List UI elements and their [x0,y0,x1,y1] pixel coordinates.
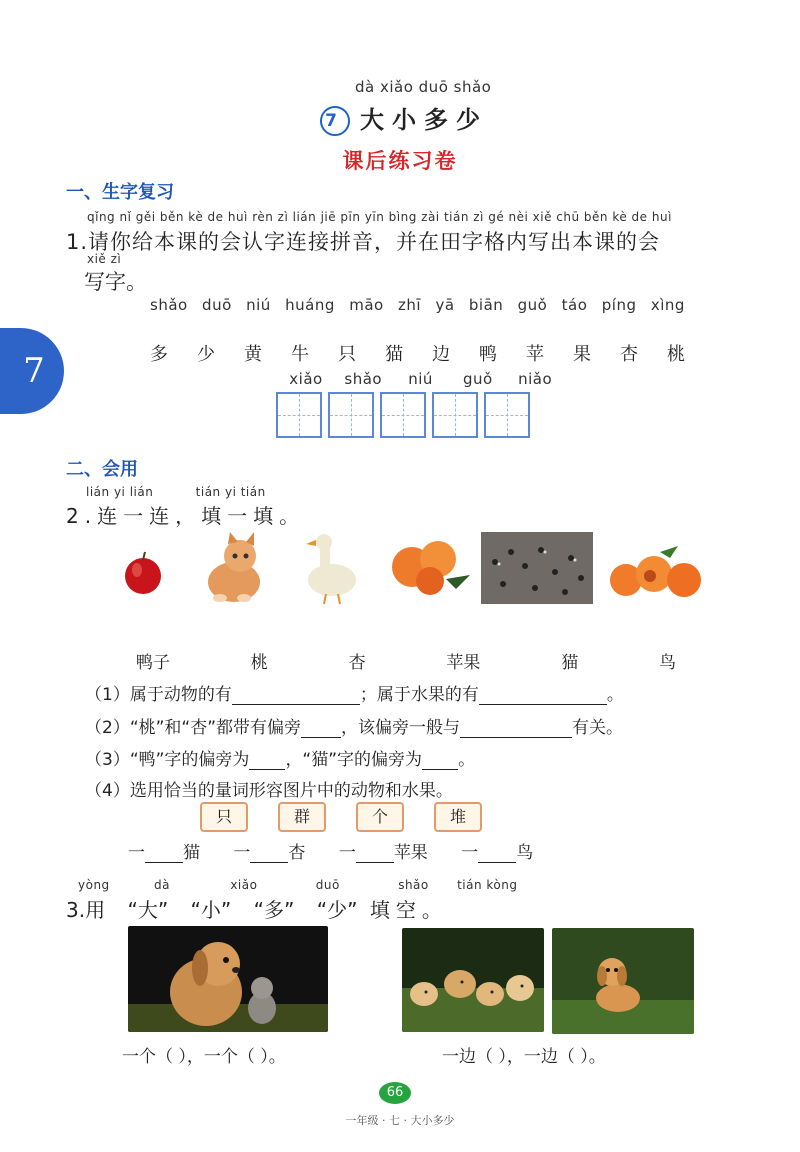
q3-left-fill[interactable]: 一个（ ），一个（ ）。 [122,1047,286,1067]
peaches-image [384,535,474,595]
q3-pinyin-item: duō [315,878,340,892]
birds-image [481,532,593,604]
label-duck[interactable]: 鸭子 [136,653,170,673]
measure-word-zhi[interactable]: 只 [200,802,248,832]
label-apricot[interactable]: 杏 [348,653,366,673]
cat-radical-blank[interactable] [422,769,458,770]
pinyin-option[interactable]: niú [246,296,271,314]
fill-noun: 猫 [183,843,200,863]
pinyin-option[interactable]: shǎo [150,296,188,314]
q2-sub4: （4）选用恰当的量词形容图片中的动物和水果。 [85,781,453,801]
q3-pinyin-item: yòng [78,878,110,892]
fill-noun: 鸟 [516,843,534,863]
pinyin-option[interactable]: māo [349,296,384,314]
q2-sub3 [85,745,475,770]
footer-caption: 一年级 · 七 · 大小多少 [345,1114,455,1127]
pinyin-option[interactable]: yā [435,296,455,314]
tianzige-box[interactable] [276,392,322,438]
tianzige-row [276,392,546,442]
tianzige-box[interactable] [432,392,478,438]
fill-prefix: 一 [128,843,145,863]
q3-char: “少” [316,898,358,922]
write-pinyin: xiǎo [289,370,323,388]
q2-labels-row [136,648,676,673]
label-apple[interactable]: 苹果 [446,653,481,673]
fill-prefix: 一 [233,843,251,863]
title-pinyin: dà xiǎo duō shǎo [355,78,492,96]
q3-char: 用 [85,898,106,922]
measure-blank[interactable] [356,862,394,863]
radical-blank[interactable] [301,737,341,738]
q1-pinyin-line2: xiě zì [87,252,122,266]
page-number: 66 [379,1082,411,1104]
section-heading-review: 一、生字复习 [66,182,174,203]
q2-pinyin-b: tián yi tián [195,485,266,499]
sub1-text-a: （1）属于动物的有 [85,685,232,705]
measure-word-dui[interactable]: 堆 [434,802,482,832]
measure-blank[interactable] [145,862,183,863]
tianzige-box[interactable] [380,392,426,438]
character-option[interactable]: 黄 [244,344,262,365]
animals-blank[interactable] [232,704,360,705]
character-options-row [150,340,685,366]
measure-blank[interactable] [478,862,516,863]
measure-blank[interactable] [250,862,288,863]
group-of-puppies-photo [402,928,544,1032]
page-title [320,100,488,136]
write-pinyin: niǎo [518,370,553,388]
lesson-number-badge: 7 [320,106,350,136]
q1-text-line2: 写字。 [84,270,147,294]
q1-pinyin-line1: qǐng nǐ gěi běn kè de huì rèn zì lián jiē pīn yīn bìng zài tián zì gé nèi xiě chū běn kè de huì [87,210,672,224]
q3-pinyin-item: dà [154,878,170,892]
q2-pinyin-a: lián yi lián [86,485,154,499]
character-option[interactable]: 少 [197,344,215,365]
character-option[interactable]: 多 [150,344,168,365]
measure-word-boxes [200,802,512,832]
sub3-text-b: ，“猫”字的偏旁为 [285,750,423,770]
pinyin-option[interactable]: huáng [285,296,335,314]
apricots-image [604,544,708,600]
chapter-side-tab: 7 [0,328,64,414]
label-cat[interactable]: 猫 [561,653,579,673]
measure-fill-row [128,838,533,863]
write-pinyin-row [280,370,553,388]
q1-text-line1: 1.请你给本课的会认字连接拼音，并在田字格内写出本课的会 [66,230,661,254]
tianzige-box[interactable] [484,392,530,438]
relation-blank[interactable] [460,737,572,738]
sub2-text-b: ，该偏旁一般与 [341,718,461,738]
character-option[interactable]: 猫 [385,344,403,365]
section-heading-usage: 二、会用 [66,459,138,480]
character-option[interactable]: 苹 [526,344,544,365]
measure-word-ge[interactable]: 个 [356,802,404,832]
q3-pinyin [78,878,517,892]
pinyin-options-row [150,296,685,314]
sub2-text-a: （2）“桃”和“杏”都带有偏旁 [85,718,302,738]
tianzige-box[interactable] [328,392,374,438]
title-text: 大小多少 [360,106,488,134]
q3-pinyin-item: xiǎo [230,878,258,892]
q2-pinyin [86,485,266,499]
character-option[interactable]: 只 [338,344,356,365]
write-pinyin: guǒ [462,370,493,388]
kitten-image [200,530,270,606]
puppy-and-kitten-photo [128,926,328,1032]
duck-image [300,530,360,606]
sub2-text-c: 有关。 [572,718,624,738]
apple-image [118,548,168,598]
q3-number: 3. [66,898,86,922]
q3-right-fill[interactable]: 一边（ ），一边（ ）。 [442,1047,606,1067]
q3-char: “多” [253,898,295,922]
fill-prefix: 一 [338,843,356,863]
fill-noun: 杏 [288,843,306,863]
fruits-blank[interactable] [479,704,607,705]
q3-char: “大” [127,898,169,922]
q2-text: 2.连一连，填一填。 [66,504,306,528]
label-bird[interactable]: 鸟 [658,653,676,673]
pinyin-option[interactable]: guǒ [517,296,548,314]
sub3-text-a: （3）“鸭”字的偏旁为 [85,750,250,770]
pinyin-option[interactable]: táo [561,296,588,314]
write-pinyin: niú [408,370,433,388]
character-option[interactable]: 边 [432,344,450,365]
character-option[interactable]: 桃 [667,344,685,365]
character-option[interactable]: 果 [573,344,591,365]
measure-word-qun[interactable]: 群 [278,802,326,832]
character-option[interactable]: 牛 [291,344,309,365]
q2-sub1 [85,680,624,705]
sub1-text-c: 。 [606,685,624,705]
write-pinyin: shǎo [344,370,383,388]
single-puppy-photo [552,928,694,1034]
pinyin-option[interactable]: biān [468,296,504,314]
duck-radical-blank[interactable] [249,769,285,770]
sub3-text-c: 。 [458,750,476,770]
character-option[interactable]: 鸭 [479,344,497,365]
pinyin-option[interactable]: zhī [398,296,422,314]
character-option[interactable]: 杏 [620,344,638,365]
q3-char: 填空。 [369,898,448,922]
pinyin-option[interactable]: duō [202,296,232,314]
pinyin-option[interactable]: xìng [650,296,685,314]
sub1-text-b: ；属于水果的有 [359,685,479,705]
pinyin-option[interactable]: píng [601,296,637,314]
page-subtitle: 课后练习卷 [342,149,458,173]
q3-char: “小” [190,898,232,922]
label-peach[interactable]: 桃 [250,653,268,673]
q3-pinyin-item: tián kòng [457,878,518,892]
q3-pinyin-item: shǎo [398,878,429,892]
q2-sub2 [85,713,623,738]
fill-prefix: 一 [461,843,479,863]
fill-noun: 苹果 [393,843,428,863]
q3-text [66,894,448,923]
